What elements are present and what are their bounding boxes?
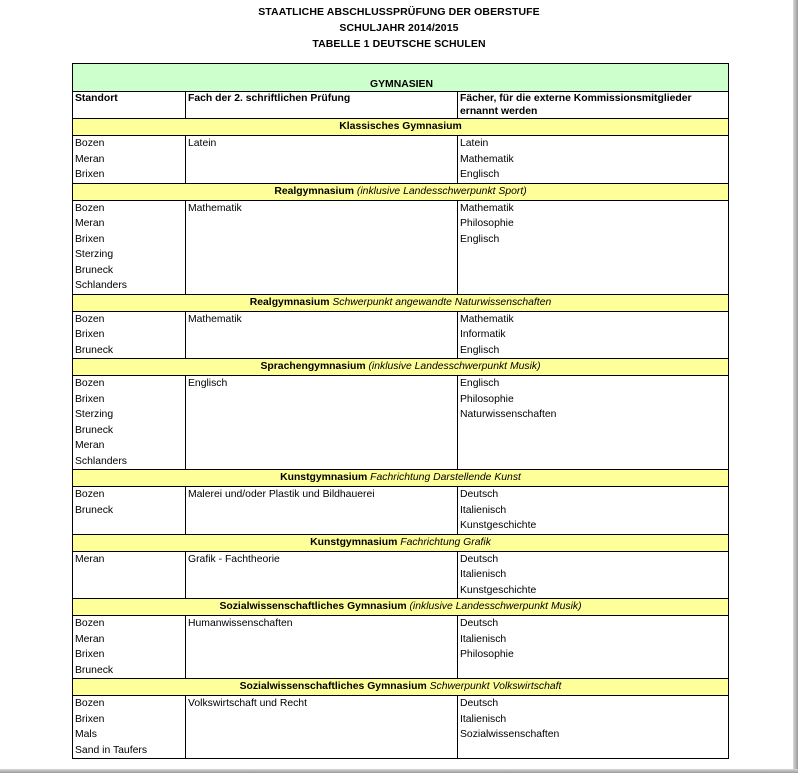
column-header-row <box>73 92 729 119</box>
fach-cell <box>186 136 458 184</box>
faecher-cell <box>458 376 729 470</box>
section-subtitle: Fachrichtung Darstellende Kunst <box>370 472 521 483</box>
section-body-row <box>73 551 729 599</box>
section-body-row <box>73 136 729 184</box>
faecher-item: Italienisch <box>460 633 507 645</box>
faecher-item: Deutsch <box>460 553 499 565</box>
standort-item: Brixen <box>75 169 105 180</box>
fach-cell <box>186 311 458 359</box>
standort-item: Bozen <box>75 489 105 500</box>
gymnasien-table <box>72 63 729 759</box>
section-body-row <box>73 616 729 679</box>
section-subtitle: (inklusive Landesschwerpunkt Musik) <box>368 361 541 372</box>
section-subtitle: Schwerpunkt angewandte Naturwissenschaften <box>332 296 552 308</box>
faecher-item: Informatik <box>460 329 506 340</box>
faecher-cell <box>458 551 729 599</box>
faecher-item: Philosophie <box>460 393 514 405</box>
section-heading <box>73 359 729 376</box>
standort-item: Bruneck <box>75 504 114 516</box>
section-body-row <box>73 311 729 359</box>
fach-item: Grafik - Fachtheorie <box>188 553 280 565</box>
faecher-item: Naturwissenschaften <box>460 409 557 420</box>
fach-cell <box>186 200 458 294</box>
standort-item: Bozen <box>75 202 105 214</box>
section-title: Sozialwissenschaftliches Gymnasium <box>219 601 407 612</box>
standort-item: Meran <box>75 218 105 229</box>
faecher-cell <box>458 487 729 535</box>
header-title: STAATLICHE ABSCHLUSSPRÜFUNG DER OBERSTUFE <box>258 6 540 18</box>
standort-item: Bruneck <box>75 264 114 276</box>
header-school-year: SCHULJAHR 2014/2015 <box>339 22 459 34</box>
standort-cell <box>73 616 186 679</box>
standort-item: Sterzing <box>75 249 114 260</box>
section-body-row <box>73 487 729 535</box>
faecher-item: Italienisch <box>460 713 507 725</box>
section-title: Sprachengymnasium <box>260 361 366 372</box>
section-title: Kunstgymnasium <box>310 536 398 548</box>
section-heading <box>73 679 729 696</box>
column-header-fach: Fach der 2. schriftlichen Prüfung <box>186 92 458 119</box>
fach-item: Humanwissenschaften <box>188 618 293 629</box>
faecher-cell <box>458 696 729 759</box>
faecher-item: Englisch <box>460 169 500 180</box>
faecher-item: Deutsch <box>460 618 499 629</box>
section-body-row <box>73 696 729 759</box>
standort-item: Meran <box>75 553 105 565</box>
column-header-standort: Standort <box>73 92 186 119</box>
section-body-row <box>73 200 729 294</box>
section-title: Sozialwissenschaftliches Gymnasium <box>239 681 427 692</box>
column-header-faecher: Fächer, für die externe Kommissionsmitglieder ernannt werden <box>458 92 729 119</box>
faecher-item: Deutsch <box>460 489 499 500</box>
section-heading <box>73 534 729 551</box>
faecher-item: Sozialwissenschaften <box>460 729 560 740</box>
table-title: GYMNASIEN <box>73 64 729 92</box>
standort-cell <box>73 200 186 294</box>
standort-cell <box>73 311 186 359</box>
standort-item: Meran <box>75 633 105 645</box>
standort-cell <box>73 487 186 535</box>
faecher-item: Kunstgeschichte <box>460 520 537 531</box>
standort-item: Sterzing <box>75 409 114 420</box>
standort-item: Meran <box>75 153 105 165</box>
document-header <box>0 4 798 52</box>
header-table-label: TABELLE 1 DEUTSCHE SCHULEN <box>312 38 486 50</box>
standort-item: Mals <box>75 729 97 740</box>
fach-item: Volkswirtschaft und Recht <box>188 698 307 709</box>
faecher-item: Mathematik <box>460 202 514 214</box>
section-body-row <box>73 376 729 470</box>
section-heading <box>73 294 729 311</box>
standort-item: Bruneck <box>75 424 114 436</box>
faecher-item: Deutsch <box>460 698 499 709</box>
standort-cell <box>73 551 186 599</box>
fach-item: Mathematik <box>188 202 242 214</box>
faecher-item: Italienisch <box>460 569 507 580</box>
fach-item: Englisch <box>188 378 228 389</box>
standort-cell <box>73 376 186 470</box>
section-title: Realgymnasium <box>249 296 330 308</box>
faecher-item: Englisch <box>460 378 500 389</box>
faecher-item: Mathematik <box>460 153 514 165</box>
fach-cell <box>186 616 458 679</box>
faecher-cell <box>458 136 729 184</box>
faecher-cell <box>458 616 729 679</box>
fach-item: Malerei und/oder Plastik und Bildhauerei <box>188 489 375 500</box>
fach-item: Mathematik <box>188 313 242 325</box>
section-title: Kunstgymnasium <box>280 472 368 483</box>
section-subtitle: (inklusive Landesschwerpunkt Sport) <box>356 185 527 197</box>
fach-cell <box>186 376 458 470</box>
section-heading <box>73 599 729 616</box>
faecher-item: Philosophie <box>460 649 514 660</box>
faecher-item: Philosophie <box>460 218 514 229</box>
standort-item: Schlanders <box>75 455 127 467</box>
standort-item: Meran <box>75 440 105 451</box>
fach-item: Latein <box>188 138 217 149</box>
section-title: Klassisches Gymnasium <box>339 121 462 132</box>
standort-item: Bruneck <box>75 344 114 356</box>
faecher-item: Italienisch <box>460 504 507 516</box>
section-subtitle: Schwerpunkt Volkswirtschaft <box>429 681 562 692</box>
faecher-cell <box>458 200 729 294</box>
fach-cell <box>186 696 458 759</box>
standort-item: Bozen <box>75 698 105 709</box>
section-heading <box>73 470 729 487</box>
standort-item: Bozen <box>75 313 105 325</box>
standort-item: Sand in Taufers <box>75 744 148 756</box>
faecher-item: Kunstgeschichte <box>460 584 537 596</box>
section-title: Realgymnasium <box>274 185 355 197</box>
section-subtitle: Fachrichtung Grafik <box>400 536 491 548</box>
standort-item: Brixen <box>75 393 105 405</box>
standort-item: Bozen <box>75 138 105 149</box>
faecher-item: Englisch <box>460 233 500 245</box>
section-heading <box>73 119 729 136</box>
faecher-cell <box>458 311 729 359</box>
standort-item: Brixen <box>75 713 105 725</box>
fach-cell <box>186 551 458 599</box>
page-edge-shadow <box>793 0 798 773</box>
standort-cell <box>73 136 186 184</box>
faecher-item: Latein <box>460 138 489 149</box>
section-heading <box>73 183 729 200</box>
section-subtitle: (inklusive Landesschwerpunkt Musik) <box>409 601 582 612</box>
faecher-item: Mathematik <box>460 313 514 325</box>
standort-item: Bozen <box>75 618 105 629</box>
standort-item: Brixen <box>75 233 105 245</box>
standort-item: Bozen <box>75 378 105 389</box>
page-bottom-shadow <box>0 769 798 773</box>
standort-item: Brixen <box>75 649 105 660</box>
fach-cell <box>186 487 458 535</box>
standort-item: Brixen <box>75 329 105 340</box>
standort-item: Bruneck <box>75 664 114 676</box>
faecher-item: Englisch <box>460 344 500 356</box>
standort-cell <box>73 696 186 759</box>
standort-item: Schlanders <box>75 280 127 291</box>
